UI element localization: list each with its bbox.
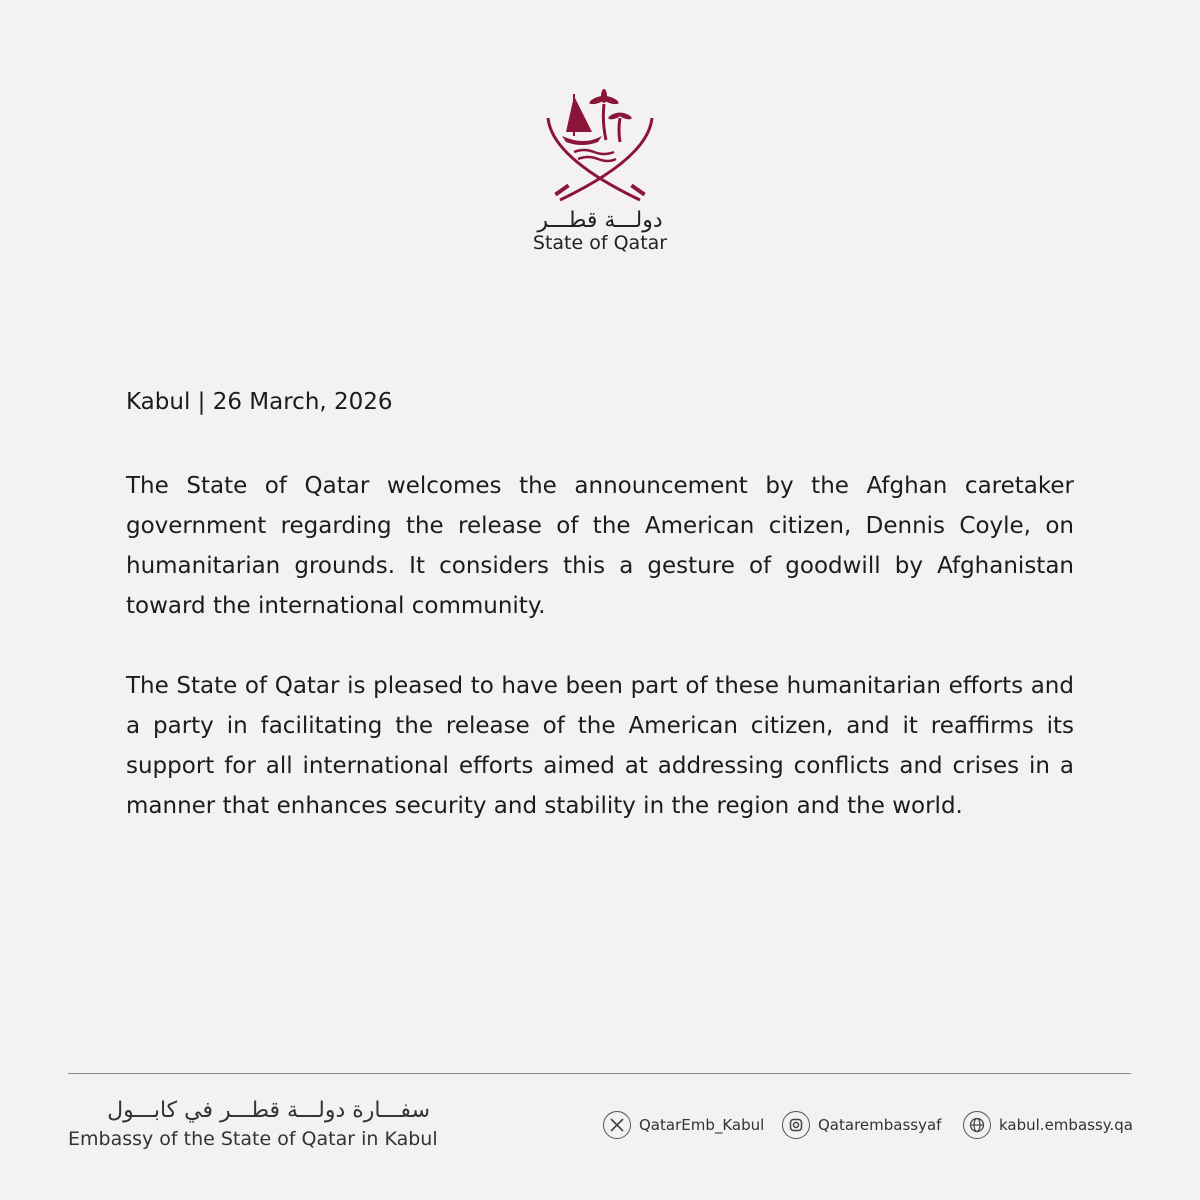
- x-icon: [603, 1111, 631, 1139]
- qatar-emblem-icon: [544, 88, 656, 206]
- social-instagram[interactable]: [782, 1110, 941, 1140]
- social-website[interactable]: [963, 1110, 1133, 1140]
- x-handle: QatarEmb_Kabul: [639, 1116, 765, 1134]
- footer-arabic-name: سفـــارة دولـــة قطـــر في كابـــول: [107, 1098, 430, 1123]
- social-x[interactable]: [603, 1110, 764, 1140]
- globe-icon: [963, 1111, 991, 1139]
- website-url: kabul.embassy.qa: [999, 1116, 1133, 1134]
- state-emblem: [530, 88, 670, 268]
- emblem-arabic-title: دولـــة قطـــر: [537, 208, 663, 233]
- statement-paragraph-2: The State of Qatar is pleased to have been part of these humanitarian efforts and a party in facilitating the release of the American citizen, and it reaffirms its support for all international efforts aimed at addressing conflicts and crises in a manner that enhances security and stability in the region and the world.: [126, 673, 1074, 819]
- footer-divider: [68, 1073, 1131, 1074]
- instagram-icon: [782, 1111, 810, 1139]
- emblem-english-title: State of Qatar: [532, 232, 668, 254]
- statement-paragraph-1: The State of Qatar welcomes the announcement by the Afghan caretaker government regarding the release of the American citizen, Dennis Coyle, on humanitarian grounds. It considers this a gesture of goodwill by Afghanistan toward the international community.: [126, 473, 1074, 619]
- instagram-handle: Qatarembassyaf: [818, 1116, 942, 1134]
- footer-english-name: Embassy of the State of Qatar in Kabul: [68, 1128, 438, 1150]
- dateline: Kabul | 26 March, 2026: [126, 389, 393, 415]
